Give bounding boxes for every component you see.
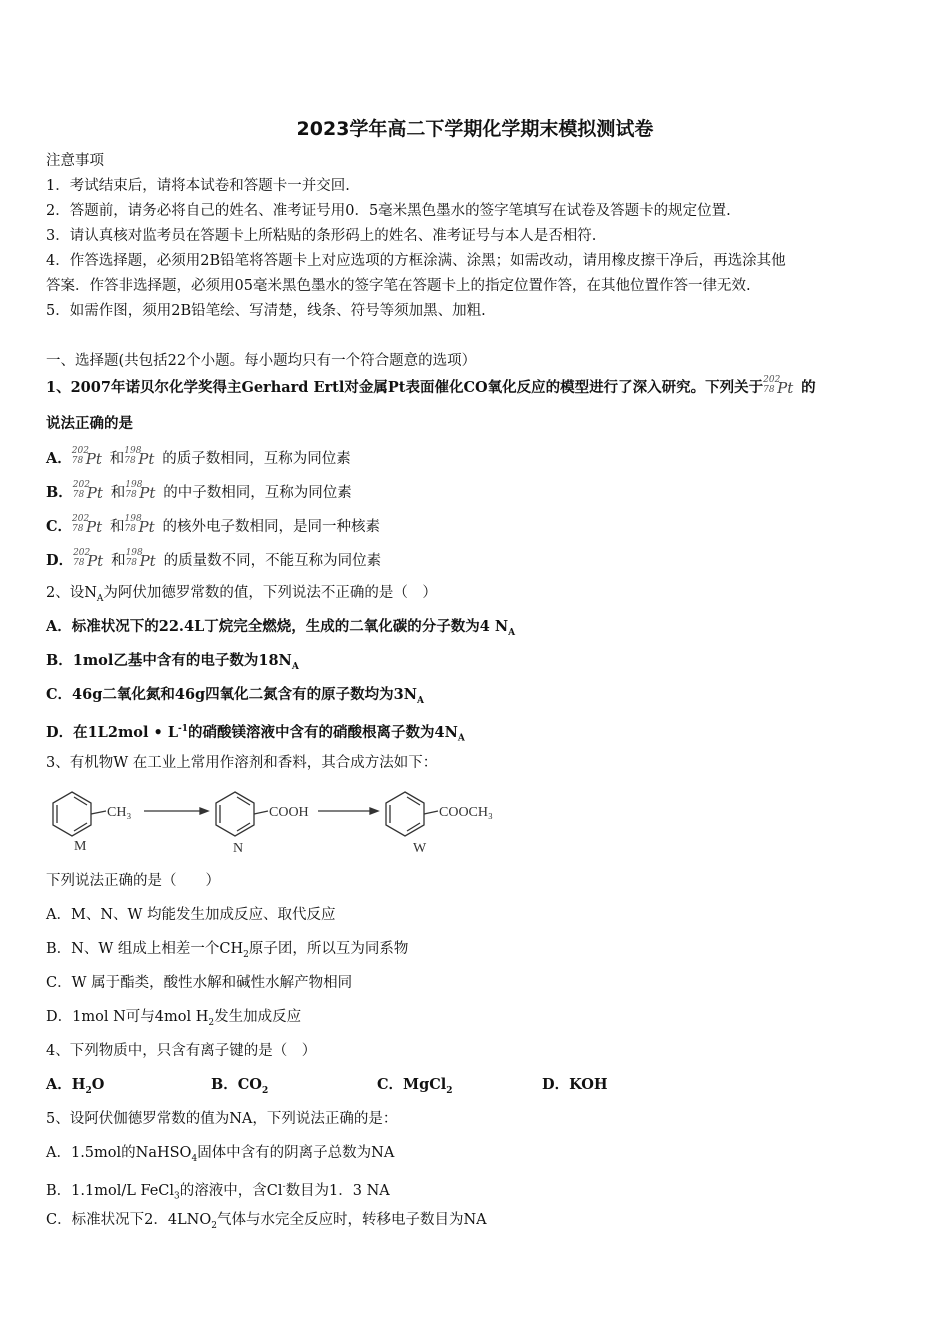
isotope-pt-202 [72, 515, 110, 535]
isotope-pt-198 [125, 481, 163, 501]
q2-stem-tail: 为阿伏加德罗常数的值，下列说法不正确的是（ ） [103, 585, 437, 601]
mass-number: 202 [763, 375, 781, 385]
q1-option-d[interactable] [46, 549, 904, 571]
subscript: A [291, 661, 299, 672]
option-text-tail: O [91, 1076, 105, 1093]
q3-option-a[interactable]: A．M、N、W 均能发生加成反应、取代反应 [46, 907, 336, 923]
subscript: 2 [243, 949, 249, 960]
q2-option-b[interactable] [46, 651, 904, 677]
mass-number: 198 [125, 480, 143, 490]
atomic-number: 78 [71, 456, 84, 466]
subscript: 3 [174, 1191, 180, 1202]
notice-item: 答案．作答非选择题，必须用05毫米黑色墨水的签字笔在答题卡上的指定位置作答，在其他位置作答一律无效. [46, 278, 751, 294]
q2-option-d[interactable] [46, 719, 904, 749]
option-text-mid: 的溶液中，含Cl [179, 1182, 283, 1199]
benzene-ring-n [216, 792, 254, 836]
element-symbol: Pt [777, 379, 794, 397]
q5-option-b[interactable] [46, 1177, 904, 1207]
isotope-pt-202 [763, 376, 801, 396]
element-symbol: Pt [86, 484, 103, 502]
element-symbol: Pt [138, 450, 155, 468]
option-text: B．CO [211, 1076, 262, 1093]
option-text: C．46g二氧化氮和46g四氧化二氮含有的原子数均为3N [46, 686, 418, 703]
atomic-number: 78 [124, 524, 136, 534]
subscript: 4 [191, 1153, 198, 1164]
mass-number: 198 [124, 446, 142, 456]
compound-w-label: W [413, 841, 427, 856]
option-text: B．1.1mol/L FeCl [46, 1182, 175, 1199]
q2-option-a[interactable] [46, 617, 904, 643]
conjunction: 和 [110, 485, 126, 501]
q1-stem-tail: 的 [801, 379, 816, 396]
q5-option-c[interactable] [46, 1210, 904, 1236]
q3-option-d[interactable] [46, 1007, 904, 1033]
option-text-tail: 固体中含有的阴离子总数为NA [197, 1145, 395, 1161]
isotope-pt-198 [126, 549, 164, 569]
option-text: D．1mol N可与4mol H [46, 1009, 209, 1025]
conjunction: 和 [111, 553, 126, 569]
mass-number: 202 [73, 548, 91, 558]
element-symbol: Pt [86, 518, 103, 536]
notice-item: 2．答题前，请务必将自己的姓名、准考证号用0．5毫米黑色墨水的签字笔填写在试卷及答题卡的规定位置. [46, 203, 731, 219]
element-symbol: Pt [138, 518, 155, 536]
isotope-pt-198 [125, 515, 163, 535]
q1-stem-cont: 说法正确的是 [46, 415, 133, 432]
mass-number: 198 [124, 514, 142, 524]
option-letter: A． [46, 450, 72, 467]
atomic-number: 78 [763, 385, 775, 395]
atomic-number: 78 [125, 490, 137, 500]
q4-option-a[interactable] [46, 1075, 104, 1101]
option-text: D．在1L2mol • L [46, 723, 179, 741]
q5-option-a[interactable] [46, 1143, 904, 1169]
mass-number: 202 [71, 446, 89, 456]
subscript: 2 [85, 1085, 92, 1096]
option-text: 的中子数相同，互称为同位素 [163, 485, 352, 501]
option-letter: C． [46, 518, 73, 535]
subscript: 2 [211, 1220, 217, 1231]
notice-item: 5．如需作图，须用2B铅笔绘、写清楚，线条、符号等须加黑、加粗. [46, 303, 486, 319]
option-text: A．标准状况下的22.4L丁烷完全燃烧，生成的二氧化碳的分子数为4 N [46, 618, 509, 635]
notice-item: 3．请认真核对监考员在答题卡上所粘贴的条形码上的姓名、准考证号与本人是否相符. [46, 228, 597, 244]
notice-item: 4．作答选择题，必须用2B铅笔将答题卡上对应选项的方框涂满、涂黑；如需改动，请用橡皮擦干净后，再选涂其他 [46, 253, 786, 269]
q2-option-c[interactable] [46, 685, 904, 711]
atomic-number: 78 [125, 558, 138, 568]
element-symbol: Pt [87, 552, 104, 570]
w-group-label: COOCH₃ [439, 805, 493, 820]
option-text: A．H [46, 1076, 86, 1093]
q2-stem-text: 2、设N [46, 585, 97, 601]
option-letter: B． [46, 484, 73, 501]
element-symbol: Pt [139, 484, 156, 502]
isotope-pt-202 [73, 549, 111, 569]
section-heading: 一、选择题(共包括22个小题。每小题均只有一个符合题意的选项） [46, 353, 477, 369]
option-text: B．1mol乙基中含有的电子数为18N [46, 652, 292, 669]
isotope-pt-198 [124, 447, 162, 467]
question-1-stem [46, 376, 904, 398]
notice-item: 1．考试结束后，请将本试卷和答题卡一并交回. [46, 178, 350, 194]
option-text: 的核外电子数相同，是同一种核素 [162, 519, 381, 535]
subscript: A [417, 695, 424, 706]
superscript: - [282, 1182, 286, 1192]
atomic-number: 78 [73, 558, 85, 568]
conjunction: 和 [110, 519, 125, 535]
compound-m-label: M [74, 839, 87, 854]
q4-option-b[interactable] [211, 1075, 268, 1101]
option-text: B．N、W 组成上相差一个CH [46, 941, 244, 957]
notice-heading: 注意事项 [46, 153, 104, 169]
subscript: A [96, 593, 104, 604]
mass-number: 202 [72, 480, 90, 490]
subscript: 2 [208, 1017, 215, 1028]
question-5-stem: 5、设阿伏伽德罗常数的值为NA，下列说法正确的是： [46, 1111, 398, 1127]
q4-option-d[interactable]: D．KOH [542, 1076, 608, 1093]
q1-option-a[interactable] [46, 447, 904, 469]
option-text: C．标准状况下2．4LNO [46, 1212, 212, 1228]
element-symbol: Pt [85, 450, 102, 468]
isotope-pt-202 [73, 481, 111, 501]
q1-stem-text: 1、2007年诺贝尔化学奖得主Gerhard Ertl对金属Pt表面催化CO氧化反应的模型进行了深入研究。下列关于 [46, 379, 764, 396]
q4-option-c[interactable] [377, 1075, 453, 1101]
option-text-tail: 的硝酸镁溶液中含有的硝酸根离子数为4N [188, 723, 458, 741]
option-text: 的质子数相同，互称为同位素 [162, 451, 351, 467]
conjunction: 和 [109, 451, 125, 467]
question-3-stem: 3、有机物W 在工业上常用作溶剂和香料，其合成方法如下： [46, 755, 438, 771]
page-title: 2023学年高二下学期化学期末模拟测试卷 [296, 118, 654, 140]
compound-n-label: N [233, 841, 244, 856]
q1-option-c[interactable] [46, 515, 904, 537]
option-text: C．MgCl [377, 1076, 447, 1093]
q3-option-b[interactable] [46, 939, 904, 965]
subscript: 2 [261, 1085, 269, 1096]
q3-option-c[interactable]: C．W 属于酯类，酸性水解和碱性水解产物相同 [46, 975, 353, 991]
mass-number: 198 [125, 548, 143, 558]
n-group-label: COOH [269, 805, 309, 820]
m-group-label: CH₃ [107, 805, 132, 820]
subscript: A [457, 733, 465, 744]
option-letter: D． [46, 552, 74, 569]
option-text-tail: 气体与水完全反应时，转移电子数目为NA [216, 1212, 487, 1228]
subscript: 2 [446, 1085, 453, 1096]
q1-option-b[interactable] [46, 481, 904, 503]
option-text: 的质量数不同，不能互称为同位素 [163, 553, 382, 569]
option-text-tail: 数目为1．3 NA [285, 1182, 390, 1199]
question-4-stem: 4、下列物质中，只含有离子键的是（ ） [46, 1043, 317, 1059]
synthesis-scheme [40, 784, 520, 860]
option-text: A．1.5mol的NaHSO [46, 1145, 192, 1161]
benzene-ring-m [53, 792, 91, 836]
atomic-number: 78 [124, 456, 136, 466]
isotope-pt-202 [72, 447, 110, 467]
atomic-number: 78 [72, 524, 84, 534]
atomic-number: 78 [72, 490, 85, 500]
superscript: -1 [178, 724, 189, 734]
element-symbol: Pt [139, 552, 156, 570]
q3-prompt: 下列说法正确的是（ ） [46, 873, 220, 889]
question-2-stem [46, 583, 904, 609]
option-text-tail: 原子团，所以互为同系物 [248, 941, 409, 957]
option-text-tail: 发生加成反应 [214, 1009, 302, 1025]
subscript: A [508, 627, 516, 638]
benzene-ring-w [386, 792, 424, 836]
mass-number: 202 [72, 514, 90, 524]
